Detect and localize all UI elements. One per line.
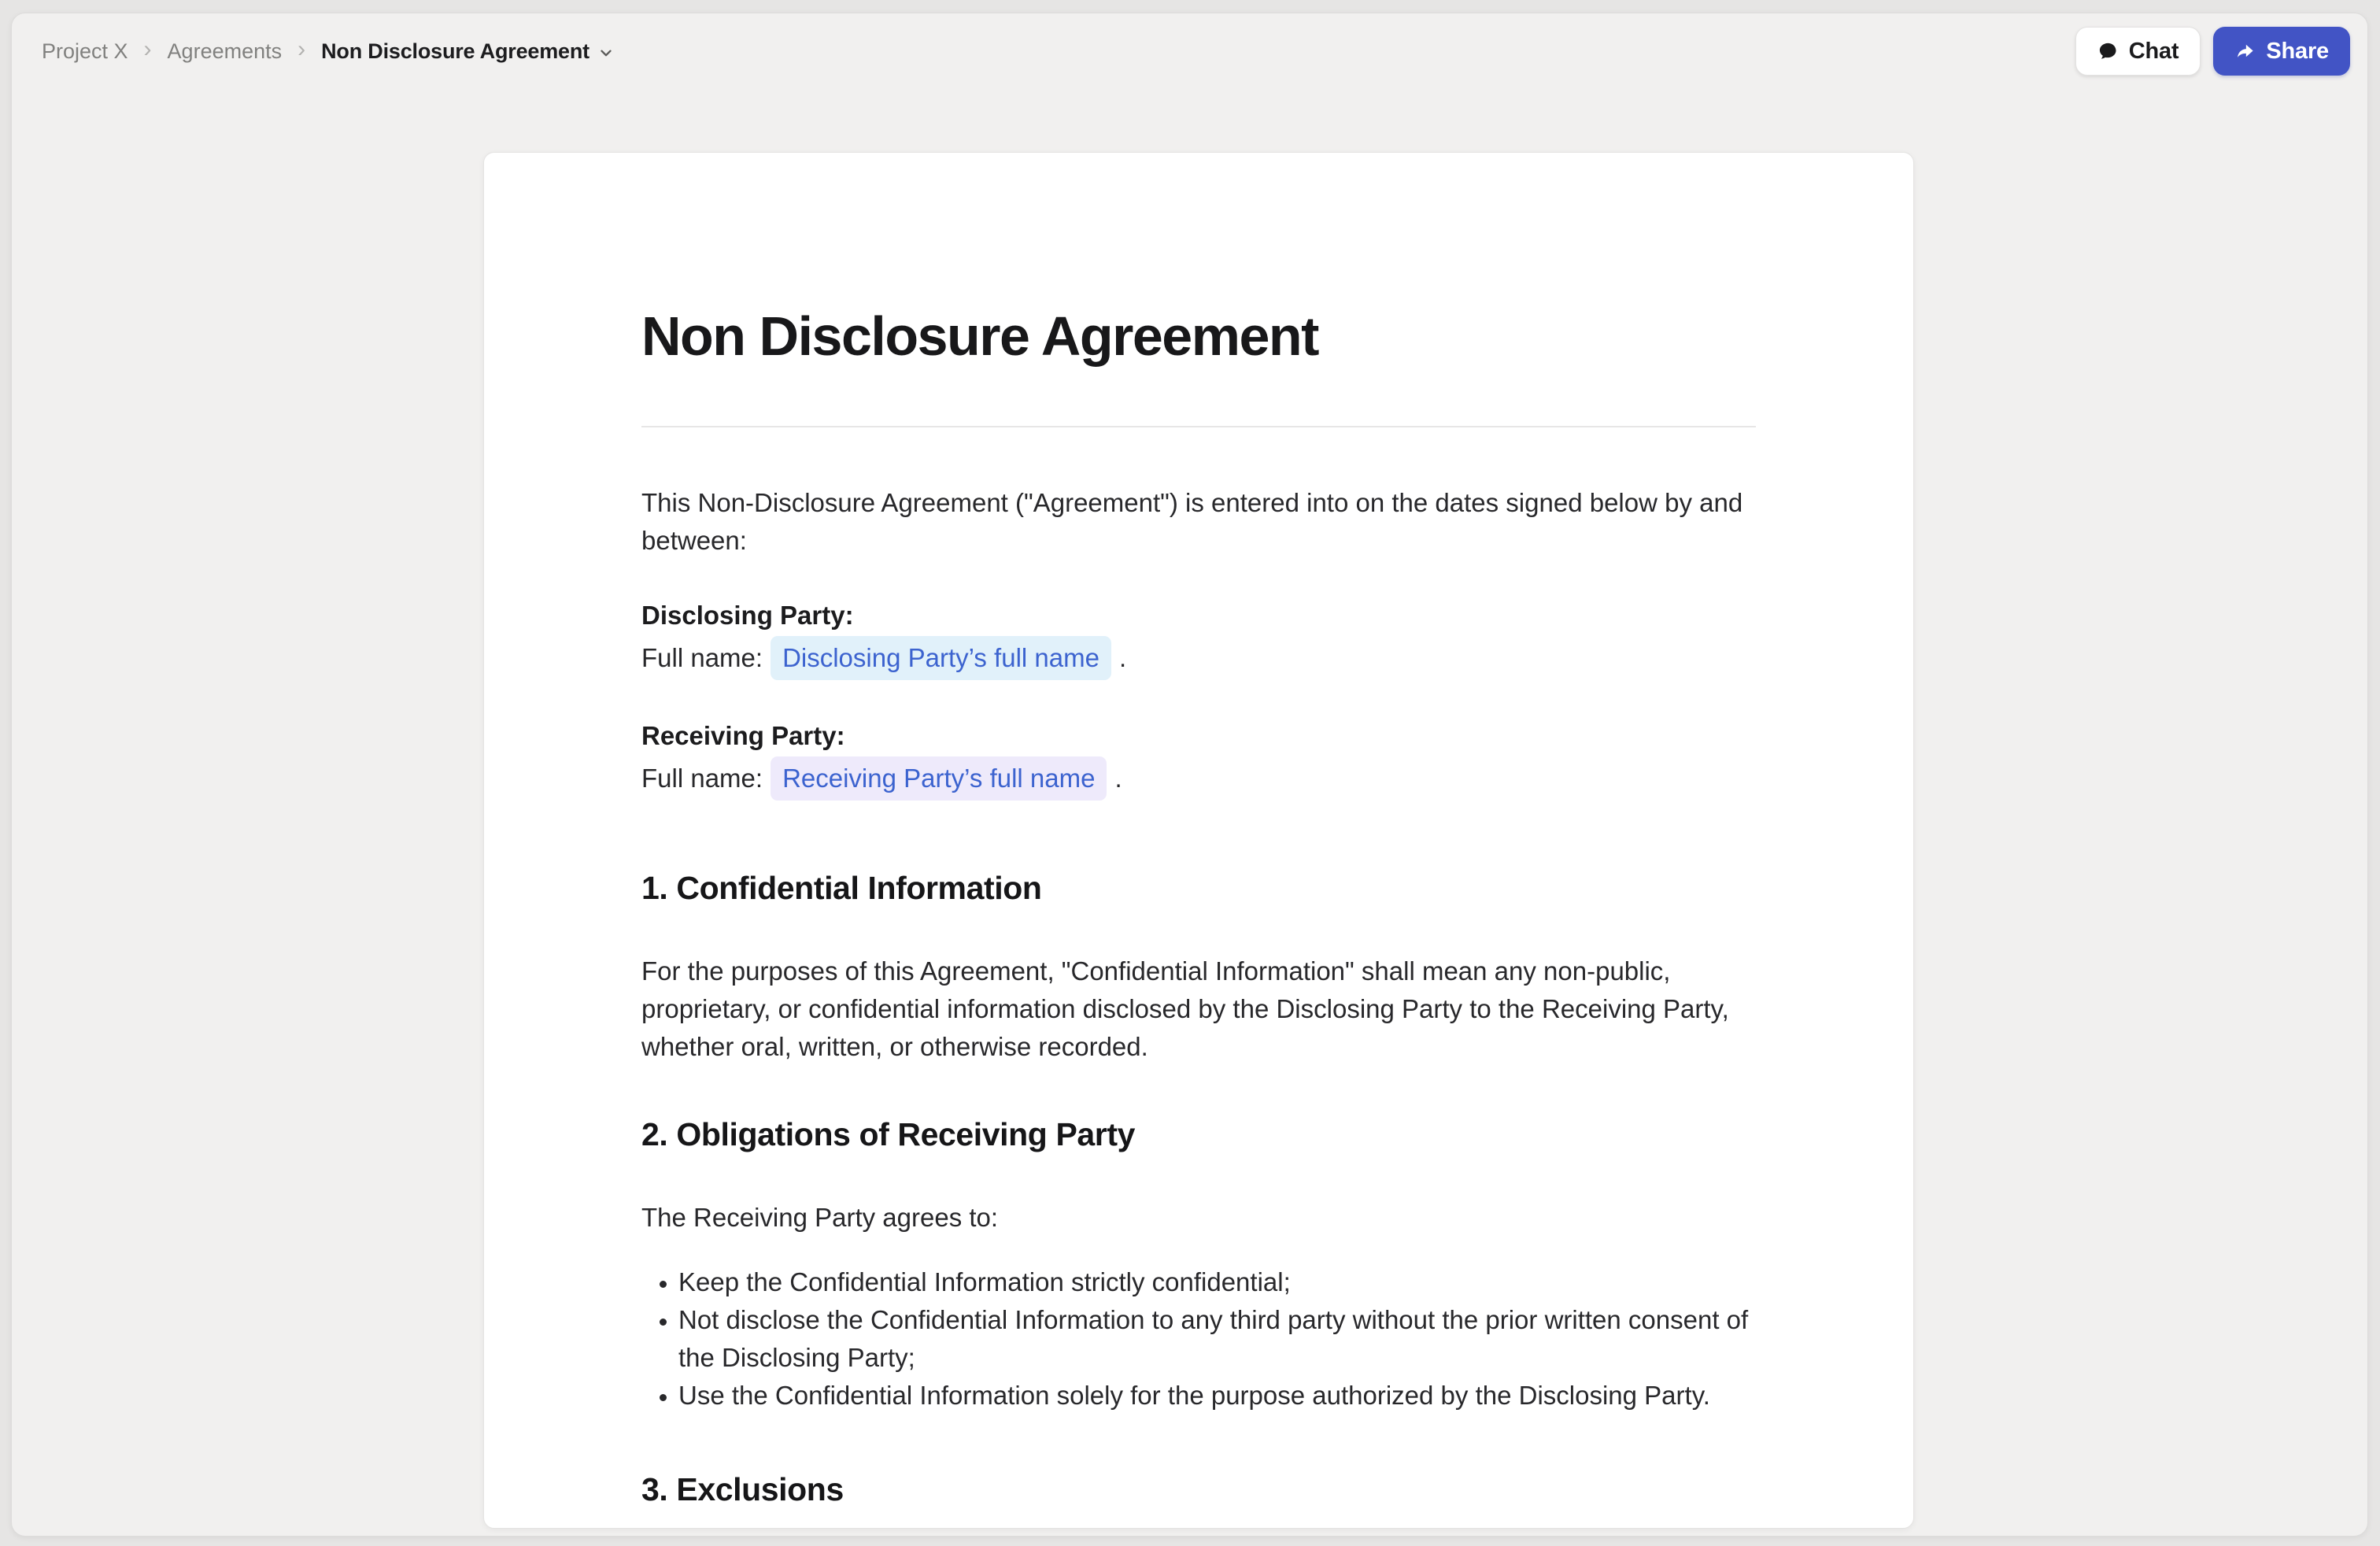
chat-button[interactable] xyxy=(2075,27,2201,76)
disclosing-party-field xyxy=(641,636,1756,680)
chat-bubble-icon xyxy=(2097,41,2119,62)
intro-paragraph: This Non-Disclosure Agreement ("Agreement") is entered into on the dates signed below by and between: xyxy=(641,488,1743,555)
section-2-body: The Receiving Party agrees to: xyxy=(641,1203,999,1232)
section-1-body: For the purposes of this Agreement, "Confidential Information" shall mean any non-public, proprietary, or confidential information disclosed by the Disclosing Party to the Receiving Party, whether oral, written, or otherwise recorded. xyxy=(641,956,1729,1061)
document-body xyxy=(484,153,1913,1509)
receiving-party-name-token[interactable]: Receiving Party’s full name xyxy=(771,756,1107,801)
obligations-list xyxy=(641,1263,1756,1415)
breadcrumb-separator-icon: › xyxy=(143,36,152,62)
disclosing-field-label: Full name: xyxy=(641,643,763,672)
breadcrumb-item-project[interactable]: Project X xyxy=(42,39,128,63)
list-item: • Use the Confidential Information solely for the purpose authorized by the Disclosing Party. xyxy=(678,1377,1756,1415)
chat-button-label: Chat xyxy=(2128,38,2179,64)
list-item: • Keep the Confidential Information strictly confidential; xyxy=(678,1263,1756,1301)
toolbar-actions xyxy=(2075,27,2350,76)
document-card xyxy=(483,152,1914,1529)
section-3-heading: 3. Exclusions xyxy=(641,1471,844,1507)
receiving-party-label: Receiving Party: xyxy=(641,721,845,750)
section-2-heading: 2. Obligations of Receiving Party xyxy=(641,1116,1136,1152)
section-1-heading: 1. Confidential Information xyxy=(641,870,1042,906)
disclosing-party-name-token[interactable]: Disclosing Party’s full name xyxy=(771,636,1111,680)
share-forward-icon xyxy=(2234,41,2256,62)
share-button[interactable] xyxy=(2213,27,2350,76)
breadcrumb xyxy=(42,34,615,68)
receiving-field-suffix: . xyxy=(1114,764,1122,793)
breadcrumb-separator-icon: › xyxy=(298,36,306,62)
receiving-party-field xyxy=(641,756,1756,801)
chevron-down-icon[interactable] xyxy=(597,43,615,60)
list-item: • Not disclose the Confidential Information to any third party without the prior written consent of the Disclosing Party; xyxy=(678,1301,1756,1377)
disclosing-field-suffix: . xyxy=(1118,643,1127,672)
share-button-label: Share xyxy=(2266,38,2329,64)
breadcrumb-item-current[interactable] xyxy=(321,39,615,64)
title-divider xyxy=(641,426,1756,427)
document-title: Non Disclosure Agreement xyxy=(641,305,1318,367)
receiving-field-label: Full name: xyxy=(641,764,763,793)
disclosing-party-label: Disclosing Party: xyxy=(641,601,854,630)
breadcrumb-current-label: Non Disclosure Agreement xyxy=(321,39,589,63)
breadcrumb-item-agreements[interactable]: Agreements xyxy=(167,39,283,63)
app-panel xyxy=(11,13,2368,1537)
